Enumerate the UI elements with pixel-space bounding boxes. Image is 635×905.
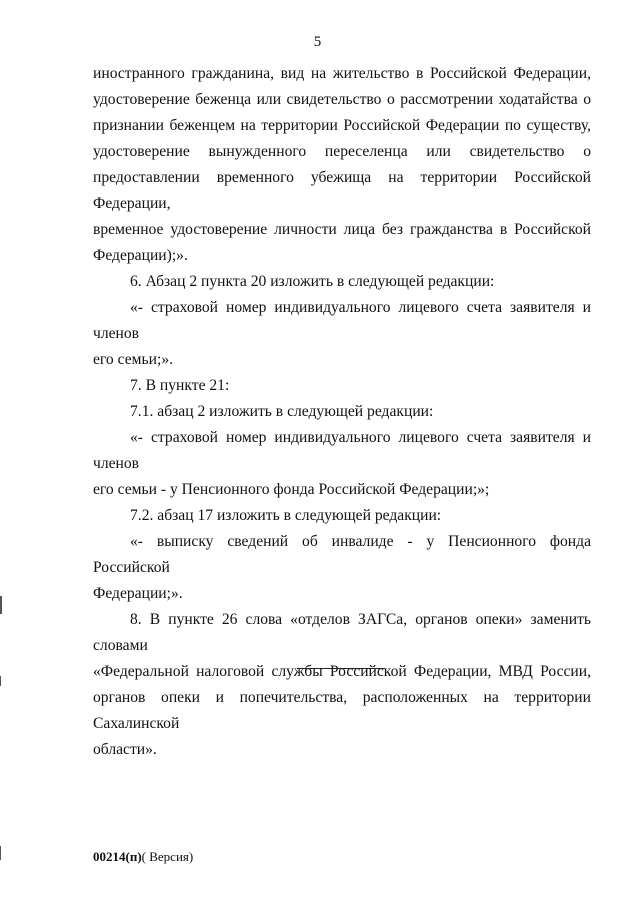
text-line: 8. В пункте 26 слова «отделов ЗАГСа, органов опеки» заменить словами — [93, 611, 591, 654]
text-line: иностранного гражданина, вид на жительство в Российской Федерации, — [93, 65, 591, 82]
text-line: 7.2. абзац 17 изложить в следующей редакции: — [130, 507, 442, 524]
text-line: удостоверение беженца или свидетельство о рассмотрении ходатайства о — [93, 91, 591, 108]
text-line: 7. В пункте 21: — [130, 377, 230, 394]
text-line: «- страховой номер индивидуального лицевого счета заявителя и членов — [93, 299, 591, 342]
text-line: временное удостоверение личности лица без гражданства в Российской — [93, 221, 591, 238]
scan-artifact — [0, 846, 1, 860]
end-separator-line — [297, 668, 385, 669]
paragraph-continuation — [93, 61, 591, 269]
text-line: «- выписку сведений об инвалиде - у Пенсионного фонда Российской — [93, 533, 591, 576]
text-line: предоставлении временного убежища на территории Российской Федерации, — [93, 169, 591, 212]
text-line: его семьи;». — [93, 351, 174, 368]
text-line: 7.1. абзац 2 изложить в следующей редакции: — [130, 403, 434, 420]
paragraph-item-6 — [93, 269, 591, 295]
text-line: признании беженцем на территории Российской Федерации по существу, — [93, 117, 591, 134]
text-line: 6. Абзац 2 пункта 20 изложить в следующей редакции: — [130, 273, 495, 290]
scan-artifact — [0, 676, 1, 686]
paragraph-item-7-1 — [93, 399, 591, 425]
footer-code: 00214(п) — [93, 849, 142, 864]
paragraph-quote — [93, 529, 591, 607]
text-line: его семьи - у Пенсионного фонда Российской Федерации;»; — [93, 481, 490, 498]
paragraph-item-7 — [93, 373, 591, 399]
paragraph-quote — [93, 425, 591, 503]
paragraph-item-7-2 — [93, 503, 591, 529]
document-body — [93, 61, 591, 763]
page-number: 5 — [313, 34, 322, 50]
text-line: удостоверение вынужденного переселенца или свидетельство о — [93, 143, 591, 160]
paragraph-item-8 — [93, 607, 591, 763]
footer-document-code — [93, 849, 193, 865]
text-line: органов опеки и попечительства, расположенных на территории Сахалинской — [93, 689, 591, 732]
scan-artifact — [0, 596, 2, 614]
text-line: Федерации;». — [93, 585, 183, 602]
text-line: Федерации);». — [93, 247, 188, 264]
text-line: области». — [93, 741, 157, 758]
footer-version: ( Версия) — [141, 849, 194, 864]
paragraph-quote — [93, 295, 591, 373]
text-line: «Федеральной налоговой службы Российской Федерации, МВД России, — [93, 663, 591, 680]
text-line: «- страховой номер индивидуального лицевого счета заявителя и членов — [93, 429, 591, 472]
